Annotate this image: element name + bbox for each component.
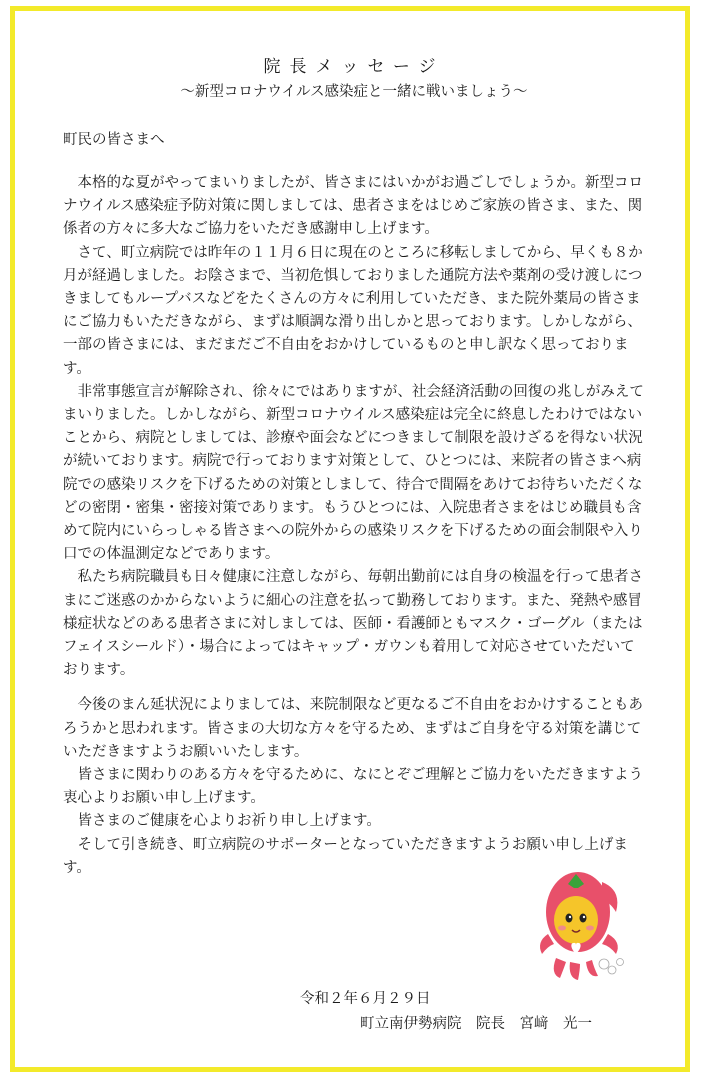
- paragraph-2: さて、町立病院では昨年の１１月６日に現在のところに移転しましてから、早くも８か月が経過しました。お陰さまで、当初危惧しておりました通院方法や薬剤の受け渡しにつきましてもループバスなどをたくさんの方々に利用していただき、また院外薬局の皆さまにご協力もいただきながら、まずは順調な滑り出しかと思っております。しかしながら、一部の皆さまには、まだまだご不自由をおかけしているものと申し訳なく思っております。: [63, 244, 643, 377]
- page-title: 院長メッセージ: [263, 57, 445, 77]
- paragraph-8: そして引き続き、町立病院のサポーターとなっていただきますようお願い申し上げます。: [63, 836, 628, 876]
- paragraph-4: 私たち病院職員も日々健康に注意しながら、毎朝出勤前には自身の検温を行って患者さまにご迷惑のかからないように細心の注意を払って勤務しております。また、発熱や感冒様症状などのある患者さまに対しましては、医師・看護師ともマスク・ゴーグル（またはフェイスシールド）・場合によってはキャップ・ガウンも着用して対応させていただいております。: [63, 569, 643, 679]
- letter-date: 令和２年６月２９日: [300, 991, 431, 1007]
- paragraph-3: 非常事態宣言が解除され、徐々にではありますが、社会経済活動の回復の兆しがみえてまいりました。しかしながら、新型コロナウイルス感染症は完全に終息したわけではないことから、病院としましては、診療や面会などにつきまして制限を設けざるを得ない状況が続いております。病院で行っております対策として、ひとつには、来院者の皆さまへ病院での感染リスクを下げるための対策としまして、待合で間隔をあけてお待ちいただくなどの密閉・密集・密接対策であります。もうひとつには、入院患者さまをはじめ職員も含めて院内にいらっしゃる皆さまへの院外からの感染リスクを下げるための面会制限や入り口での体温測定などであります。: [63, 383, 644, 563]
- message-body: [63, 172, 645, 880]
- salutation: 町民の皆さまへ: [63, 132, 165, 148]
- letter-signature: 町立南伊勢病院 院長 宮﨑 光一: [360, 1016, 592, 1032]
- paragraph-5: 今後のまん延状況によりましては、来院制限など更なるご不自由をおかけすることもあろうかと思われます。皆さまの大切な方々を守るため、まずはご自身を守る対策を講じていただきますようお願いいたします。: [63, 697, 643, 760]
- paragraph-6: 皆さまに関わりのある方々を守るために、なにとぞご理解とご協力をいただきますよう衷心よりお願い申し上げます。: [63, 767, 643, 807]
- paragraph-1: 本格的な夏がやってまいりましたが、皆さまにはいかがお過ごしでしょうか。新型コロナウイルス感染症予防対策に関しましては、患者さまをはじめご家族の皆さま、また、関係者の方々に多大なご協力をいただき感謝申し上げます。: [63, 175, 643, 238]
- page-subtitle: ～新型コロナウイルス感染症と一緒に戦いましょう～: [180, 84, 528, 100]
- paragraph-7: 皆さまのご健康を心よりお祈り申し上げます。: [77, 813, 381, 830]
- mascot-icon: [530, 862, 630, 984]
